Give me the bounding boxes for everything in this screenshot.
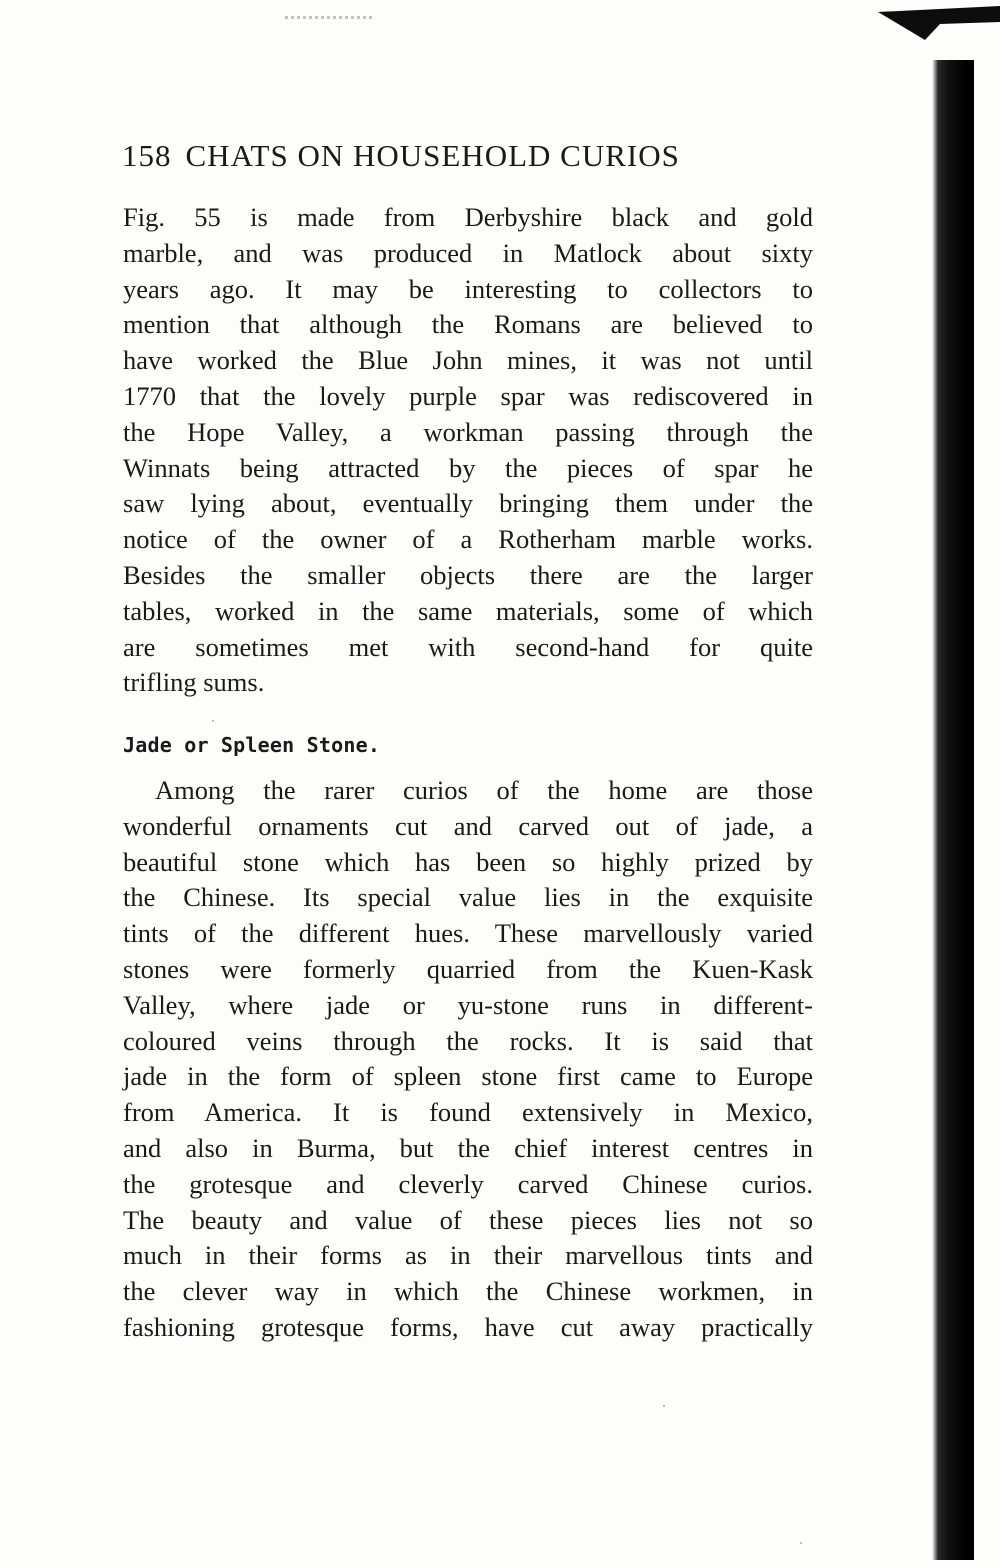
text-line: Winnats being attracted by the pieces of spar he xyxy=(123,452,813,483)
text-line: notice of the owner of a Rotherham marble works. xyxy=(123,524,813,555)
text-line: Valley, where jade or yu-stone runs in different- xyxy=(123,989,813,1020)
book-title: CHATS ON HOUSEHOLD CURIOS xyxy=(185,138,680,173)
text-line: fashioning grotesque forms, have cut away practically xyxy=(123,1311,813,1342)
text-line: wonderful ornaments cut and carved out of jade, a xyxy=(123,810,813,841)
text-line: have worked the Blue John mines, it was not until xyxy=(123,345,813,376)
text-line: marble, and was produced in Matlock about sixty xyxy=(123,237,813,268)
text-line: 1770 that the lovely purple spar was rediscovered in xyxy=(123,380,813,411)
scan-speck xyxy=(212,720,214,722)
text-line: years ago. It may be interesting to collectors to xyxy=(123,273,813,304)
text-line: and also in Burma, but the chief interest centres in xyxy=(123,1132,813,1163)
page-corner-mark xyxy=(870,0,1000,50)
text-line: the grotesque and cleverly carved Chinese curios. xyxy=(123,1168,813,1199)
text-line: the Hope Valley, a workman passing through the xyxy=(123,416,813,447)
scan-speck xyxy=(663,1405,665,1407)
text-line: jade in the form of spleen stone first came to Europe xyxy=(123,1061,813,1092)
text-line: the Chinese. Its special value lies in the exquisite xyxy=(123,882,813,913)
scan-speck xyxy=(800,1542,802,1544)
text-line: tables, worked in the same materials, some of which xyxy=(123,595,813,626)
text-line: saw lying about, eventually bringing them under the xyxy=(123,488,813,519)
text-line: Among the rarer curios of the home are those xyxy=(155,775,813,805)
paragraph-1 xyxy=(123,200,813,701)
text-line: the clever way in which the Chinese workmen, in xyxy=(123,1276,813,1307)
text-line: from America. It is found extensively in Mexico, xyxy=(123,1097,813,1128)
text-line: much in their forms as in their marvellous tints and xyxy=(123,1240,813,1271)
text-line: tints of the different hues. These marvellously varied xyxy=(123,918,813,949)
text-line: The beauty and value of these pieces lies not so xyxy=(123,1204,813,1235)
text-line: stones were formerly quarried from the Kuen-Kask xyxy=(123,953,813,984)
scan-binding-shadow xyxy=(928,60,974,1560)
section-heading: Jade or Spleen Stone. xyxy=(123,733,381,757)
page-number: 158 xyxy=(122,138,172,173)
text-line: Fig. 55 is made from Derbyshire black and gold xyxy=(123,202,813,232)
running-head xyxy=(122,138,822,174)
text-line: Besides the smaller objects there are the larger xyxy=(123,559,813,590)
text-line: beautiful stone which has been so highly prized by xyxy=(123,846,813,877)
text-line: coloured veins through the rocks. It is said that xyxy=(123,1025,813,1056)
scan-smudge xyxy=(285,16,375,19)
text-line: mention that although the Romans are believed to xyxy=(123,309,813,340)
paragraph-2 xyxy=(123,773,813,1346)
text-line: are sometimes met with second-hand for quite xyxy=(123,631,813,662)
text-line: trifling sums. xyxy=(123,667,265,698)
